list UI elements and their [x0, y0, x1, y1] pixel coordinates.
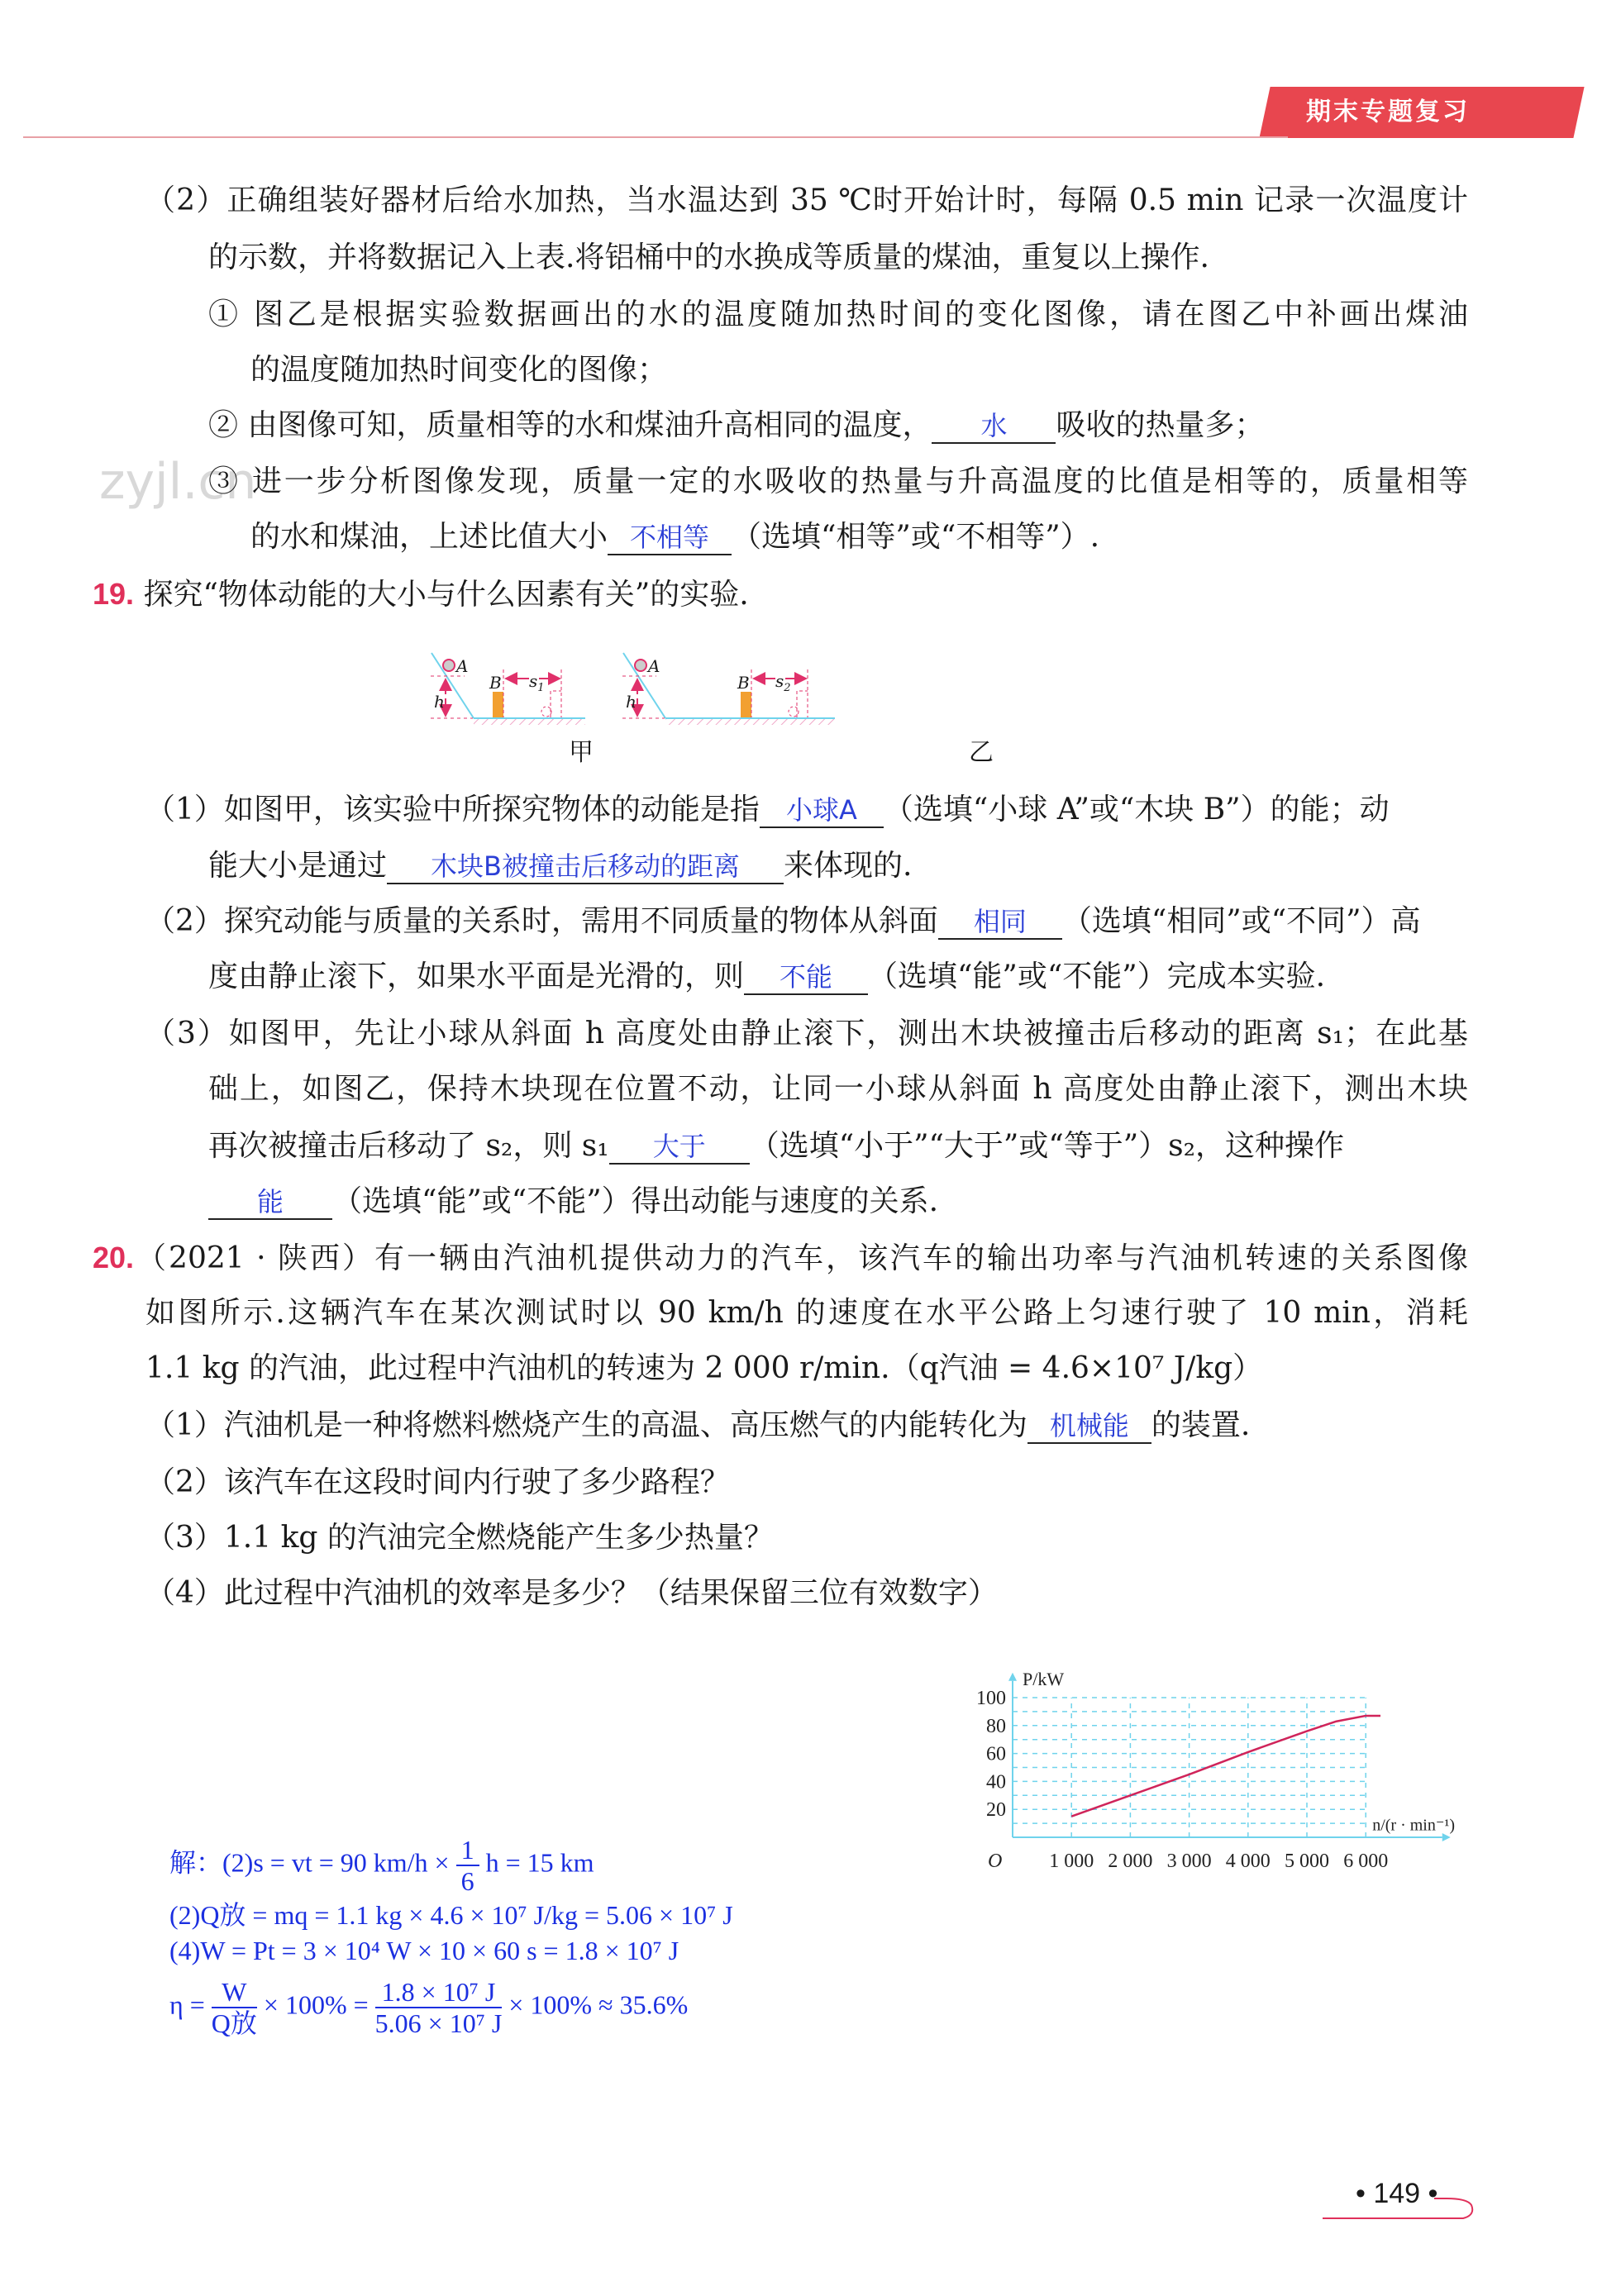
text: （选填“小球 A”或“木块 B”）的能；动: [883, 793, 1390, 826]
text: （2）探究动能与质量的关系时，需用不同质量的物体从斜面: [145, 904, 938, 938]
numerator: 1.8 × 10⁷ J: [375, 1977, 503, 2008]
q18-line: 的示数，并将数据记入上表.将铝桶中的水换成等质量的煤油，重复以上操作.: [208, 241, 1209, 274]
text: 的水和煤油，上述比值大小: [250, 520, 608, 554]
q20-part4: （4）此过程中汽油机的效率是多少？（结果保留三位有效数字）: [145, 1576, 998, 1610]
x-tick-label: 3 000: [1166, 1851, 1212, 1872]
solution-line2: (2)Q放 = mq = 1.1 kg × 4.6 × 10⁷ J/kg = 5.06 × 10⁷ J: [169, 1900, 733, 1930]
denominator: 6: [460, 1866, 474, 1896]
answer-blank: 大于: [609, 1130, 750, 1165]
text: h = 15 km: [485, 1847, 594, 1878]
q18-sub3: ③ 进一步分析图像发现，质量一定的水吸收的热量与升高温度的比值是相等的，质量相等: [208, 464, 1468, 498]
q19-part3: （3）如图甲，先让小球从斜面 h 高度处由静止滚下，测出木块被撞击后移动的距离 s₁；在此基: [145, 1017, 1468, 1050]
q19-part3-cont: 础上，如图乙，保持木块现在位置不动，让同一小球从斜面 h 高度处由静止滚下，测出木块: [208, 1072, 1468, 1106]
fraction: [212, 1977, 257, 2038]
text: ② 由图像可知，质量相等的水和煤油升高相同的温度，: [208, 408, 932, 442]
text: （选填“相同”或“不同”）高: [1061, 904, 1421, 938]
label-a: A: [648, 656, 660, 676]
x-tick-label: 5 000: [1285, 1851, 1329, 1872]
q18-line: 的温度随加热时间变化的图像；: [250, 353, 668, 387]
label-a: A: [456, 656, 469, 676]
answer-blank: 小球A: [760, 793, 884, 828]
label-b: B: [737, 673, 750, 693]
y-tick-label: 40: [986, 1771, 1006, 1793]
q18-line: ① 图乙是根据实验数据画出的水的温度随加热时间的变化图像，请在图乙中补画出煤油: [208, 298, 1468, 331]
text: 度由静止滚下，如果水平面是光滑的，则: [208, 960, 745, 993]
text: 的装置.: [1151, 1408, 1251, 1442]
q20-line3: 1.1 kg 的汽油，此过程中汽油机的转速为 2 000 r/min.（q汽油 = 4.6×10⁷ J/kg）: [145, 1351, 1263, 1385]
text: 1: [537, 682, 545, 694]
x-tick-label: 4 000: [1225, 1851, 1271, 1872]
y-axis-arrow: [1008, 1673, 1017, 1681]
q20-line2: 如图所示.这辆汽车在某次测试时以 90 km/h 的速度在水平公路上匀速行驶了 10 min，消耗: [145, 1296, 1468, 1330]
fraction: [456, 1835, 479, 1896]
q20-part2: （2）该汽车在这段时间内行驶了多少路程？: [145, 1465, 730, 1499]
answer-blank: 不能: [744, 960, 868, 995]
question-number: 19.: [93, 577, 135, 611]
section-title: 期末专题复习: [1306, 98, 1470, 126]
y-axis-label: P/kW: [1023, 1668, 1065, 1689]
text: 吸收的热量多；: [1056, 408, 1265, 442]
x-axis-label: n/(r · min⁻¹): [1372, 1816, 1456, 1835]
text: （选填“相等”或“不相等”）.: [732, 520, 1100, 554]
y-tick-label: 20: [986, 1799, 1006, 1822]
answer-blank: 能: [208, 1185, 332, 1220]
fraction: [375, 1977, 503, 2038]
x-tick-label: 1 000: [1049, 1851, 1094, 1872]
text: 再次被撞击后移动了 s₂，则 s₁: [208, 1129, 609, 1163]
caption-jia: 甲: [569, 738, 594, 767]
q18-line: （2）正确组装好器材后给水加热，当水温达到 35 ℃时开始计时，每隔 0.5 min 记录一次温度计: [145, 183, 1468, 217]
answer-blank: 机械能: [1027, 1409, 1151, 1444]
text: s: [775, 671, 784, 691]
text: （1）汽油机是一种将燃料燃烧产生的高温、高压燃气的内能转化为: [145, 1408, 1027, 1442]
text: × 100% =: [263, 1989, 369, 2020]
origin-label: O: [988, 1851, 1003, 1872]
text: （选填“小于”“大于”或“等于”）s₂，这种操作: [749, 1129, 1345, 1163]
text: s: [529, 671, 538, 691]
q20-part3: （3）1.1 kg 的汽油完全燃烧能产生多少热量？: [145, 1521, 774, 1555]
y-tick-label: 80: [986, 1715, 1006, 1737]
caption-yi: 乙: [969, 738, 994, 767]
label-b: B: [489, 673, 502, 693]
watermark: zyjl.cn: [99, 453, 257, 511]
denominator: 5.06 × 10⁷ J: [374, 2008, 503, 2038]
text: 149: [1373, 2178, 1421, 2209]
y-tick-label: 60: [986, 1743, 1006, 1765]
text: （选填“能”或“不能”）得出动能与速度的关系.: [332, 1184, 939, 1218]
denominator: Q放: [211, 2008, 257, 2038]
text: 2: [784, 682, 791, 694]
series-line: [1071, 1716, 1380, 1817]
text: 探究“物体动能的大小与什么因素有关”的实验.: [143, 578, 749, 612]
numerator: W: [212, 1977, 257, 2008]
page-number-swoosh: [1323, 2190, 1480, 2223]
text: 能大小是通过: [208, 849, 388, 883]
answer-blank: 木块B被撞击后移动的距离: [387, 850, 784, 884]
y-tick-label: 100: [976, 1688, 1006, 1709]
x-tick-label: 6 000: [1343, 1851, 1389, 1872]
text: （1）如图甲，该实验中所探究物体的动能是指: [145, 793, 760, 826]
solution-line1: [169, 1835, 594, 1896]
text: η =: [169, 1989, 205, 2020]
x-tick-label: 2 000: [1108, 1851, 1153, 1872]
numerator: 1: [456, 1835, 479, 1866]
text: （2021 · 陕西）有一辆由汽油机提供动力的汽车，该汽车的输出功率与汽油机转速的关系图像: [134, 1241, 1468, 1275]
text: （选填“能”或“不能”）完成本实验.: [868, 960, 1326, 993]
page-number: • 149 •: [1356, 2178, 1438, 2209]
question-number: 20.: [93, 1241, 135, 1274]
label-h: h: [434, 692, 445, 712]
text: × 100% ≈ 35.6%: [508, 1989, 689, 2020]
answer-blank: 水: [932, 409, 1056, 444]
answer-blank: 不相等: [608, 521, 732, 555]
text: 来体现的.: [784, 849, 913, 883]
answer-blank: 相同: [938, 905, 1062, 940]
label-h: h: [626, 692, 637, 712]
solution-line3: (4)W = Pt = 3 × 10⁴ W × 10 × 60 s = 1.8 × 10⁷ J: [169, 1936, 679, 1965]
solution-line4: [169, 1977, 688, 2038]
text: 解：(2)s = vt = 90 km/h ×: [169, 1847, 450, 1878]
